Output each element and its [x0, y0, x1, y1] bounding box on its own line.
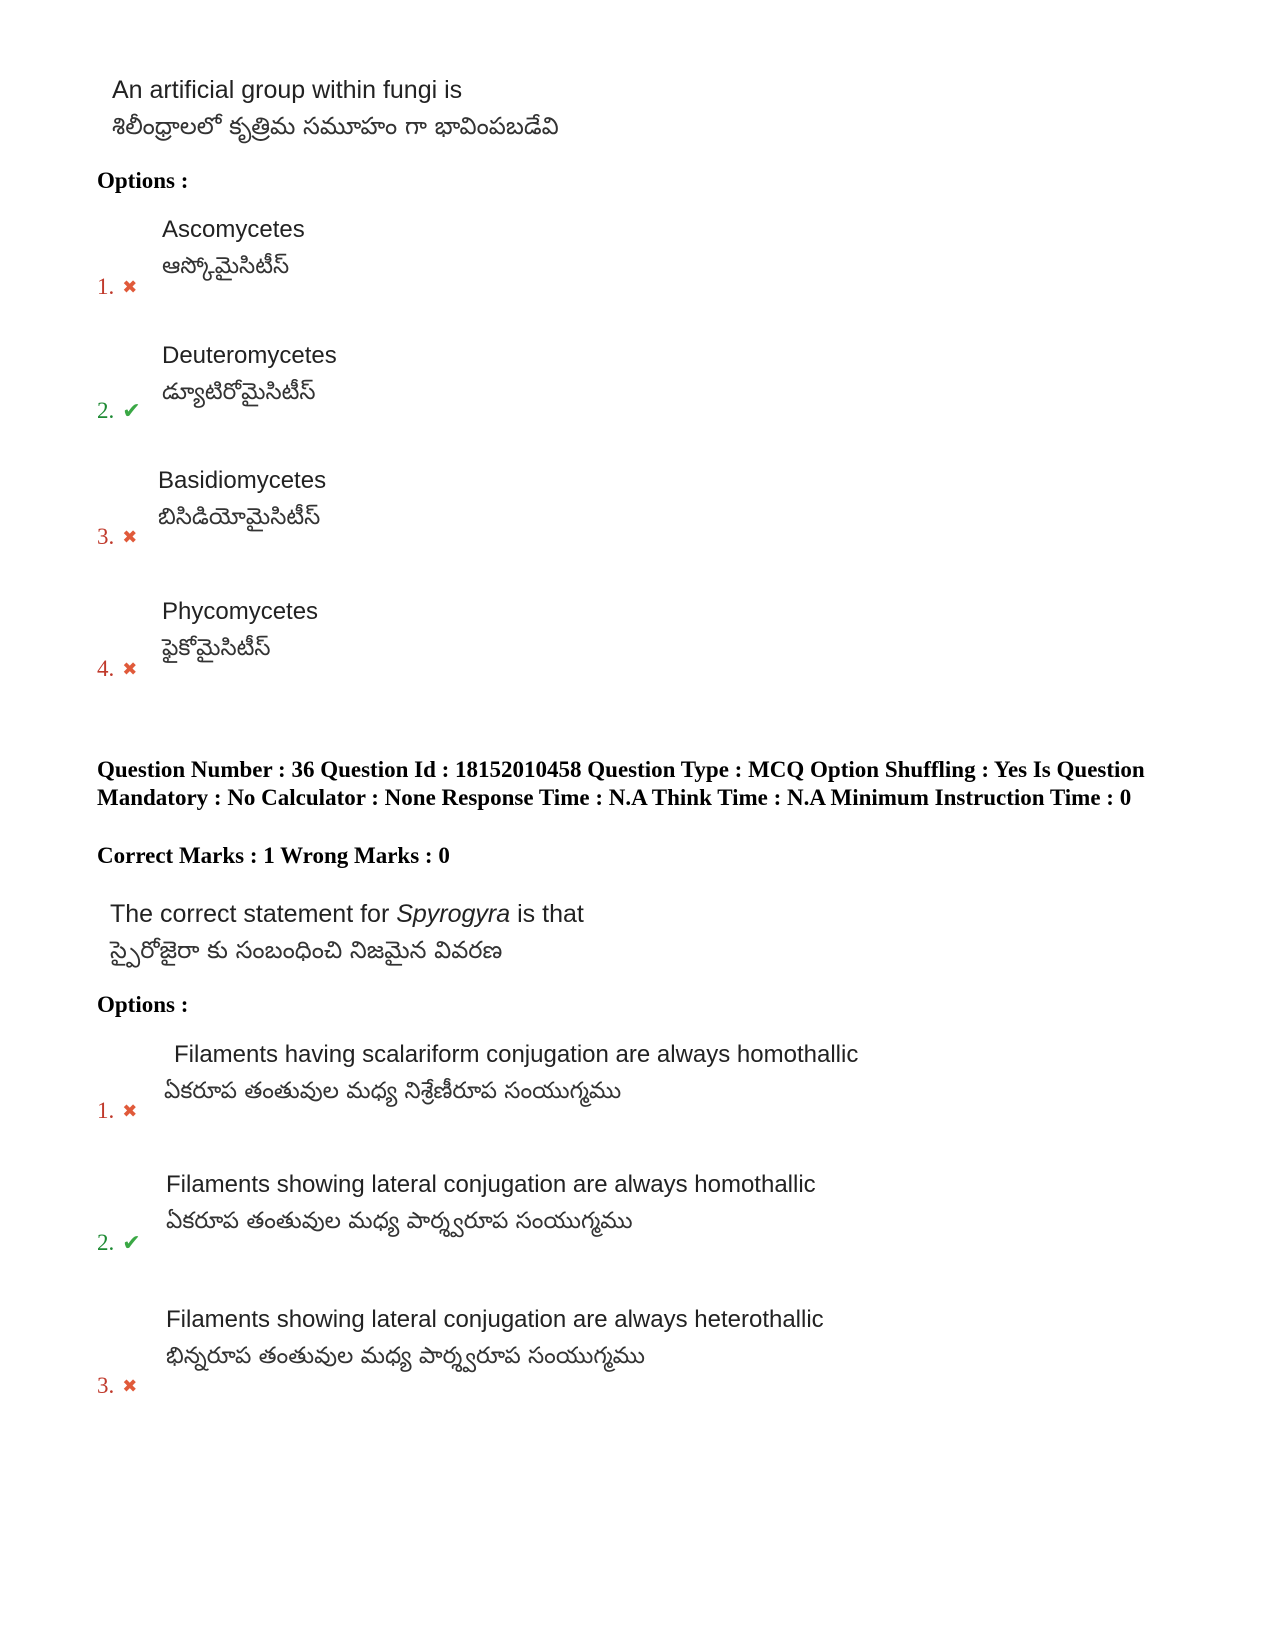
check-icon: ✔ [122, 1230, 141, 1256]
option-2-en: Filaments showing lateral conjugation are always homothallic [166, 1171, 816, 1198]
option-3-te: భిన్నరూప తంతువుల మధ్య పార్శ్వరూప సంయుగ్మము [166, 1343, 645, 1369]
options-label: Options : [97, 168, 189, 193]
option-number-text: 1. [97, 1098, 115, 1123]
option-1 [164, 1037, 858, 1109]
option-3-en: Filaments showing lateral conjugation are always heterothallic [166, 1306, 824, 1333]
option-3 [166, 1302, 824, 1374]
option-3 [158, 463, 326, 535]
option-number-text: 3. [97, 1373, 115, 1398]
option-number-text: 2. [97, 398, 115, 423]
question-metadata: Question Number : 36 Question Id : 18152010458 Question Type : MCQ Option Shuffling : Yes Is Question Mandatory : No Calculator : None Response Time : N.A Think Time : N.A Minimum Instruction Time : 0 [97, 757, 1145, 810]
option-number-text: 4. [97, 656, 115, 681]
option-2-number [97, 1230, 141, 1256]
option-4-number [97, 656, 137, 682]
option-2-en: Deuteromycetes [162, 342, 337, 369]
option-4-te: ఫైకోమైసిటీస్ [162, 635, 271, 661]
question-stem [110, 896, 584, 968]
stem-text: is that [510, 900, 584, 928]
option-1-en: Filaments having scalariform conjugation are always homothallic [174, 1041, 859, 1068]
question-stem-te: శిలీంధ్రాలలో కృత్రిమ సమూహం గా భావింపబడేవి [112, 112, 559, 140]
option-1-number [97, 1098, 137, 1124]
cross-icon: ✖ [122, 276, 138, 298]
option-3-number [97, 524, 137, 550]
question-stem-en [110, 896, 584, 932]
option-2-te: ఏకరూప తంతువుల మధ్య పార్శ్వరూప సంయుగ్మము [166, 1208, 633, 1234]
option-3-number [97, 1373, 137, 1399]
check-icon: ✔ [122, 398, 141, 424]
option-3-te: బిసిడియోమైసిటీస్ [158, 504, 321, 530]
option-1-te: ఏకరూప తంతువుల మధ్య నిశ్రేణీరూప సంయుగ్మము [164, 1078, 622, 1104]
marks-info: Correct Marks : 1 Wrong Marks : 0 [97, 843, 450, 868]
option-1-en: Ascomycetes [162, 216, 305, 243]
options-label: Options : [97, 992, 189, 1017]
cross-icon: ✖ [122, 658, 138, 680]
option-4 [162, 594, 318, 666]
cross-icon: ✖ [122, 1375, 138, 1397]
option-number-text: 1. [97, 274, 115, 299]
option-1-te: ఆస్కోమైసిటీస్ [162, 253, 290, 279]
option-1 [162, 212, 305, 284]
question-stem-te: స్పైరోజైరా కు సంబంధించి నిజమైన వివరణ [110, 936, 503, 964]
stem-text: The correct statement for [110, 900, 397, 928]
option-number-text: 2. [97, 1230, 115, 1255]
cross-icon: ✖ [122, 526, 138, 548]
option-4-en: Phycomycetes [162, 598, 319, 625]
option-2-number [97, 398, 141, 424]
option-2 [162, 338, 337, 410]
option-3-en: Basidiomycetes [158, 467, 327, 494]
stem-italic-term: Spyrogyra [396, 900, 511, 928]
option-number-text: 3. [97, 524, 115, 549]
option-2-te: డ్యూటిరోమైసిటీస్ [162, 379, 316, 405]
cross-icon: ✖ [122, 1100, 138, 1122]
option-1-number [97, 274, 137, 300]
option-2 [166, 1167, 816, 1239]
question-stem [112, 72, 559, 144]
question-stem-en: An artificial group within fungi is [112, 76, 463, 104]
